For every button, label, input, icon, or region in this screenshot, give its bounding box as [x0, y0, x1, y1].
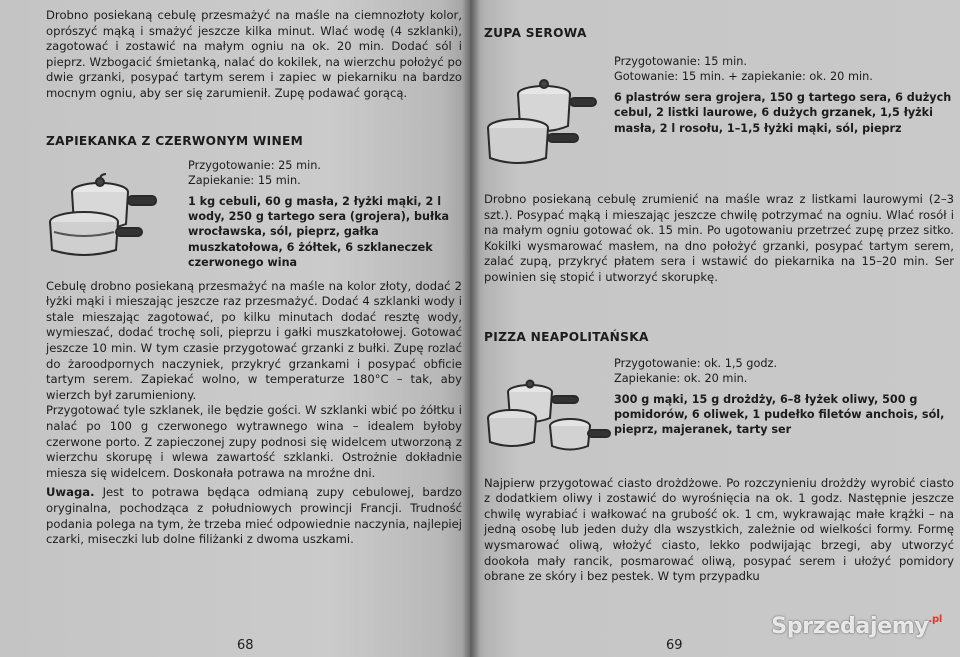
soup-info: [614, 54, 954, 136]
cookware-illustration-soup: [484, 74, 614, 186]
right-page: [470, 0, 960, 657]
pizza-bake-time: Zapiekanie: ok. 20 min.: [614, 371, 748, 385]
watermark-text: Sprzedajemy: [771, 614, 929, 639]
recipe-info: [188, 158, 462, 271]
left-page: [0, 0, 470, 657]
cookware-icon-pizza: [484, 376, 614, 456]
soup-method: Drobno posiekaną cebulę zrumienić na maśle wraz z listkami laurowymi (2–3 szt.). Posypać mąką i mieszając jeszcze chwilę potrzymać na ogniu. Wlać rosół i na małym ogniu gotować ok. 15 min. Po ugotowaniu przetrzeć zupę przez sitko. Kokilki wysmarować masłem, na dno położyć grzanki, posypać tartym serem, zalać zupą, przykryć płatem sera i wstawić do piekarnika na 15–20 min. Ser powinien się stopić i utworzyć skorupkę.: [484, 192, 954, 284]
cookware-illustration: [46, 158, 188, 262]
pizza-header-block: [484, 356, 954, 472]
spacer: [484, 286, 954, 330]
pizza-method: Najpierw przygotować ciasto drożdżowe. Po rozczynieniu drożdży wyrobić ciasto z dodatkiem oliwy i zostawić do wyrośnięcia na ok. 1 godz. Następnie jeszcze chwilę wyrabiać i wałkować na grubość ok. 1 cm, wykrawając małe krążki – na jedną osobę lub jeden duży dla wszystkich, zależnie od wielkości formy. Formę wysmarować oliwą, włożyć ciasto, lekko podwijając brzegi, aby utworzyć dookoła mały rancik, posmarować oliwą, posypać serem i ułożyć pomidory obrane ze skóry i bez pestek. W tym przypadku: [484, 475, 954, 584]
pizza-info: [614, 356, 954, 438]
recipe-note: [46, 485, 462, 547]
page-number-left: 68: [237, 638, 254, 653]
watermark-suffix: .pl: [928, 614, 942, 625]
soup-prep-time: Przygotowanie: 15 min.: [614, 55, 747, 68]
note-text: Jest to potrawa będąca odmianą zupy cebulowej, bardzo oryginalna, pochodząca z południowych prowincji Francji. Trudność podania polega na tym, że trzeba mieć odpowiednie naczynia, najlepiej czarki, miseczki lub dolne filiżanki z dwoma uszkami.: [46, 485, 463, 547]
recipe-header-block: [46, 158, 462, 271]
intro-paragraph: Drobno posiekaną cebulę przesmażyć na maśle na ciemnozłoty kolor, oprószyć mąką i smażyć jeszcze kilka minut. Wlać wodę (4 szklanki), zagotować i zostawić na małym ogniu na ok. 20 min. Dodać sól i pieprz. Wzbogacić śmietanką, nalać do kokilek, na wierzchu położyć po dwie grzanki, posypać tartym serem i zapiec w piekarniku na bardzo mocnym ogniu, aby ser się zarumienił. Zupę podawać gorącą.: [46, 8, 462, 100]
cookware-illustration-pizza: [484, 376, 614, 472]
recipe-title-soup: ZUPA SEROWA: [484, 26, 587, 40]
recipe-title: ZAPIEKANKA Z CZERWONYM WINEM: [46, 133, 304, 148]
page-number-right: 69: [666, 638, 683, 653]
book-spine-shadow: [462, 0, 480, 657]
cookware-icon-soup: [484, 74, 614, 174]
soup-cook-time: Gotowanie: 15 min. + zapiekanie: ok. 20 min.: [614, 70, 873, 83]
recipe-method: Cebulę drobno posiekaną przesmażyć na maśle na kolor złoty, dodać 2 łyżki mąki i mieszając jeszcze raz przesmażyć. Dodać 4 szklanki wody i stale mieszając zagotować, po kilku minutach dodać resztę wody, wymieszać, dodać trochę soli, pieprzu i gałki muszkatołowej. Gotować jeszcze 10 min. W tym czasie przygotować grzanki z bułki. Zupę rozlać do żaroodpornych naczyniek, przykryć grzankami i posypać obficie tartym serem. Zapiekać wolno, w temperaturze 180°C – tak, aby wierzch był zarumieniony.: [46, 278, 462, 402]
pizza-ingredients: 300 g mąki, 15 g drożdży, 6–8 łyżek oliwy, 500 g pomidorów, 6 oliwek, 1 pudełko filetów anchois, sól, pieprz, majeranek, tarty ser: [614, 392, 945, 437]
watermark: [771, 614, 942, 639]
recipe-method-2: Przygotować tyle szklanek, ile będzie gości. W szklanki wbić po żółtku i nalać po 100 g czerwonego wytrawnego wina – idealem byłoby czerwone porto. Z zapieczonej zupy podnosi się widelcem utworzoną z wierzchu skorupę i wlewa zawartość szklanki. Ostrożnie dokładnie miesza się widelcem. Doskonała potrawa na mroźne dni.: [46, 403, 462, 480]
pizza-prep-time: Przygotowanie: ok. 1,5 godz.: [614, 356, 778, 370]
note-label: Uwaga.: [46, 485, 95, 500]
soup-ingredients: 6 plastrów sera grojera, 150 g tartego sera, 6 dużych cebul, 2 listki laurowe, 6 dużych grzanek, 1,5 łyżki masła, 2 l rosołu, 1–1,5 łyżki mąki, sól, pieprz: [614, 91, 952, 135]
bake-time: Zapiekanie: 15 min.: [188, 173, 301, 187]
spacer: [46, 102, 462, 134]
recipe-title-pizza: PIZZA NEAPOLITAŃSKA: [484, 329, 649, 344]
prep-time: Przygotowanie: 25 min.: [188, 158, 321, 172]
soup-header-block: [484, 54, 954, 186]
ingredients-list: 1 kg cebuli, 60 g masła, 2 łyżki mąki, 2 l wody, 250 g tartego sera (grojera), bułka wrocławska, sól, pieprz, gałka muszkatołowa, 6 żółtek, 6 szklaneczek czerwonego wina: [188, 194, 450, 270]
cookware-icon: [46, 158, 188, 262]
